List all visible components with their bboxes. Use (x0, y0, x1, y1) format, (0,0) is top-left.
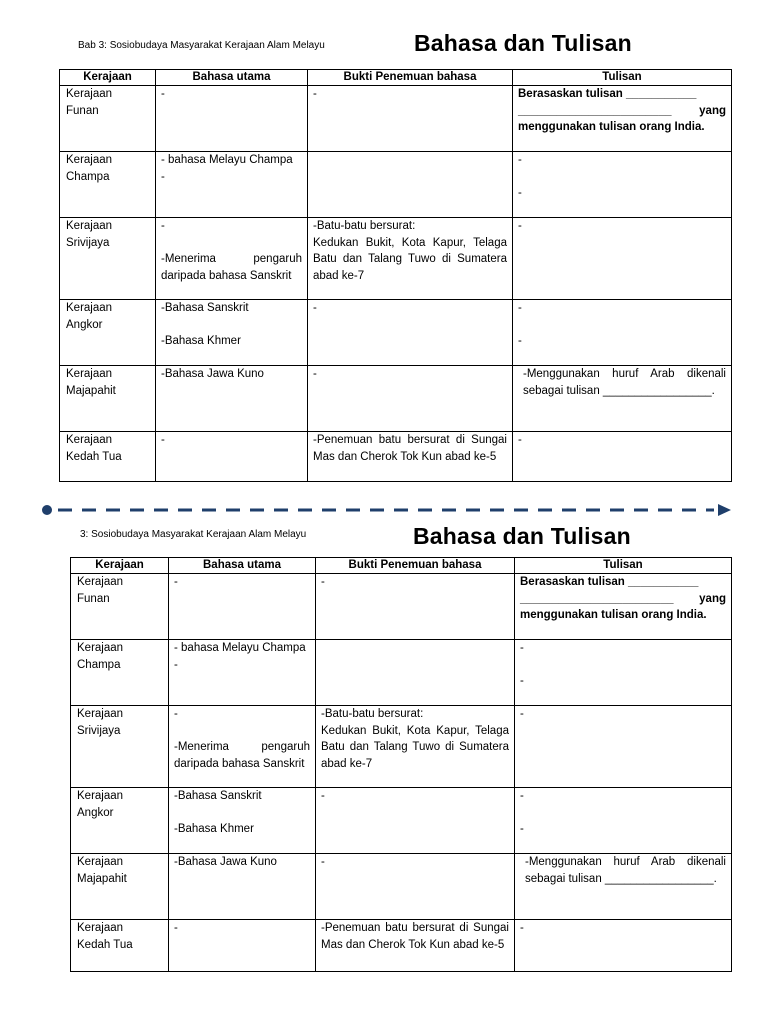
table-header-row (60, 70, 732, 86)
header-bukti: Bukti Penemuan bahasa (316, 558, 515, 574)
bahasa-cell: - -Menerima pengaruh daripada bahasa Sanskrit (169, 706, 316, 788)
tulisan-cell: - (515, 920, 732, 972)
bahasa-cell: - bahasa Melayu Champa - (169, 640, 316, 706)
table-row (60, 218, 732, 300)
language-table (70, 557, 732, 972)
page-title: Bahasa dan Tulisan (414, 30, 632, 56)
bahasa-cell: - (156, 432, 308, 482)
bukti-cell: -Batu-batu bersurat: Kedukan Bukit, Kota Kapur, Telaga Batu dan Talang Tuwo di Sumatera abad ke-7 (316, 706, 515, 788)
kingdom-cell: Kerajaan Majapahit (60, 366, 156, 432)
tulisan-cell: - (513, 432, 732, 482)
kingdom-cell: Kerajaan Champa (60, 152, 156, 218)
table-row (60, 152, 732, 218)
table-row (71, 920, 732, 972)
bahasa-cell: - (169, 574, 316, 640)
arrow-right-icon (718, 504, 731, 516)
tulisan-cell: - (513, 218, 732, 300)
bahasa-cell: - (169, 920, 316, 972)
tulisan-cell: - (515, 706, 732, 788)
bukti-cell: -Penemuan batu bersurat di Sungai Mas dan Cherok Tok Kun abad ke-5 (308, 432, 513, 482)
bukti-cell: - (308, 86, 513, 152)
kingdom-cell: Kerajaan Funan (60, 86, 156, 152)
bahasa-cell: - (156, 86, 308, 152)
chapter-subtitle: 3: Sosiobudaya Masyarakat Kerajaan Alam Melayu (80, 529, 307, 540)
bahasa-cell: -Bahasa Sanskrit -Bahasa Khmer (156, 300, 308, 366)
bukti-cell (316, 640, 515, 706)
table-row (60, 300, 732, 366)
bukti-cell (308, 152, 513, 218)
table-row (71, 574, 732, 640)
divider-dot (42, 505, 52, 515)
bukti-cell: - (308, 366, 513, 432)
tulisan-cell: - - (515, 640, 732, 706)
table-row (60, 432, 732, 482)
chapter-subtitle: Bab 3: Sosiobudaya Masyarakat Kerajaan Alam Melayu (78, 40, 325, 51)
bukti-cell: - (316, 854, 515, 920)
bukti-cell: -Batu-batu bersurat: Kedukan Bukit, Kota Kapur, Telaga Batu dan Talang Tuwo di Sumatera abad ke-7 (308, 218, 513, 300)
kingdom-cell: Kerajaan Angkor (60, 300, 156, 366)
kingdom-cell: Kerajaan Srivijaya (60, 218, 156, 300)
kingdom-cell: Kerajaan Srivijaya (71, 706, 169, 788)
table-row (71, 788, 732, 854)
kingdom-cell: Kerajaan Kedah Tua (71, 920, 169, 972)
header-tulisan: Tulisan (513, 70, 732, 86)
kingdom-cell: Kerajaan Champa (71, 640, 169, 706)
bukti-cell: - (308, 300, 513, 366)
table-row (60, 86, 732, 152)
bukti-cell: -Penemuan batu bersurat di Sungai Mas dan Cherok Tok Kun abad ke-5 (316, 920, 515, 972)
table-header-row (71, 558, 732, 574)
kingdom-cell: Kerajaan Angkor (71, 788, 169, 854)
bahasa-cell: -Bahasa Sanskrit -Bahasa Khmer (169, 788, 316, 854)
header-bahasa-utama: Bahasa utama (156, 70, 308, 86)
tulisan-cell: - - (515, 788, 732, 854)
tulisan-cell: - - (513, 300, 732, 366)
kingdom-cell: Kerajaan Kedah Tua (60, 432, 156, 482)
bahasa-cell: -Bahasa Jawa Kuno (156, 366, 308, 432)
bukti-cell: - (316, 788, 515, 854)
kingdom-cell: Kerajaan Majapahit (71, 854, 169, 920)
dashed-arrow-divider (38, 500, 732, 520)
kingdom-cell: Kerajaan Funan (71, 574, 169, 640)
table-row (60, 366, 732, 432)
bahasa-cell: - -Menerima pengaruh daripada bahasa Sanskrit (156, 218, 308, 300)
table-row (71, 854, 732, 920)
bukti-cell: - (316, 574, 515, 640)
table-row (71, 706, 732, 788)
tulisan-cell: Berasaskan tulisan ___________ ________________________ yang menggunakan tulisan orang India. (513, 86, 732, 152)
tulisan-cell: -Menggunakan huruf Arab dikenali sebagai tulisan _________________. (513, 366, 732, 432)
bahasa-cell: - bahasa Melayu Champa - (156, 152, 308, 218)
tulisan-cell: - - (513, 152, 732, 218)
header-bahasa-utama: Bahasa utama (169, 558, 316, 574)
header-kerajaan: Kerajaan (60, 70, 156, 86)
header-kerajaan: Kerajaan (71, 558, 169, 574)
tulisan-cell: -Menggunakan huruf Arab dikenali sebagai tulisan _________________. (515, 854, 732, 920)
language-table (59, 69, 732, 482)
header-tulisan: Tulisan (515, 558, 732, 574)
tulisan-cell: Berasaskan tulisan ___________ ________________________ yang menggunakan tulisan orang India. (515, 574, 732, 640)
page-title: Bahasa dan Tulisan (413, 523, 631, 549)
header-bukti: Bukti Penemuan bahasa (308, 70, 513, 86)
table-row (71, 640, 732, 706)
bahasa-cell: -Bahasa Jawa Kuno (169, 854, 316, 920)
